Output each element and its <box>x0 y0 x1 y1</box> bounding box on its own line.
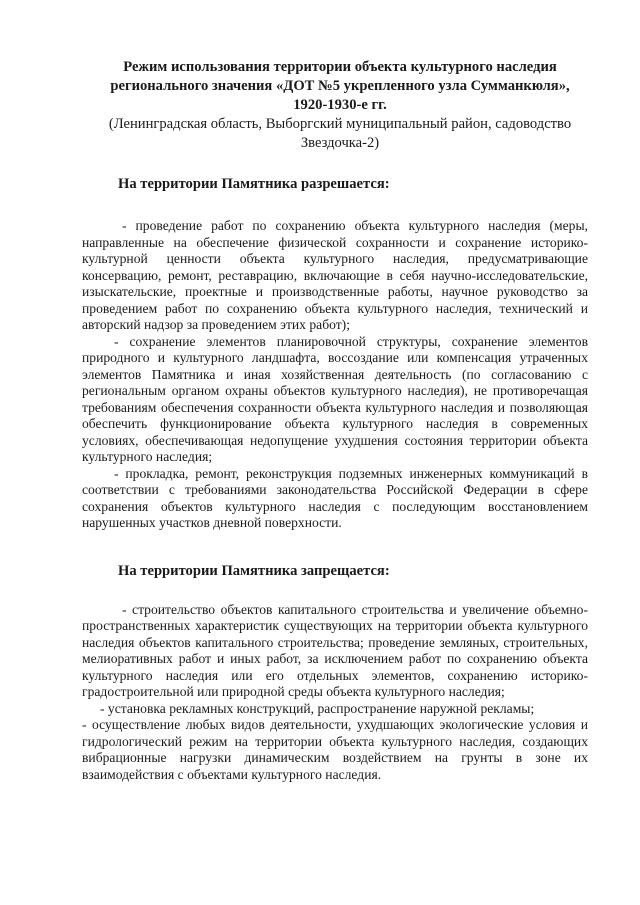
forbidden-list <box>82 602 588 784</box>
forbidden-item: - строительство объектов капитального строительства и увеличение объемно-пространственных характеристик существующих на территории объекта культурного наследия объектов капитального строительства; проведение земляных, строительных, мелиоративных работ и иных работ, за исключением работ по сохранению объекта культурного наследия или его отдельных элементов, сохранению историко-градостроительной или природной среды объекта культурного наследия; <box>82 601 588 699</box>
forbidden-item: - осуществление любых видов деятельности, ухудшающих экологические условия и гидрологический режим на территории объекта культурного наследия, создающих вибрационные нагрузки динамическим воздействием на грунты в зоне их взаимодействия с объектами культурного наследия. <box>82 717 588 782</box>
location-line: Звездочка-2) <box>300 135 380 151</box>
title-line: 1920-1930-е гг. <box>293 97 387 113</box>
forbidden-heading: На территории Памятника запрещается: <box>118 562 390 579</box>
allowed-list <box>82 218 588 532</box>
forbidden-item: - установка рекламных конструкций, распространение наружной рекламы; <box>100 700 535 716</box>
allowed-item: - проведение работ по сохранению объекта культурного наследия (меры, направленные на обеспечение физической сохранности и сохранение историко-культурной ценности объекта культурного наследия, предусматривающие консервацию, ремонт, реставрацию, включающие в себя научно-исследовательские, изыскательские, проектные и производственные работы, научное руководство за проведением работ по сохранению объекта культурного наследия, технический и авторский надзор за проведением этих работ); <box>82 218 588 332</box>
document-location <box>92 115 588 153</box>
location-line: (Ленинградская область, Выборгский муниципальный район, садоводство <box>108 116 572 132</box>
allowed-heading: На территории Памятника разрешается: <box>118 176 390 192</box>
allowed-item: - сохранение элементов планировочной структуры, сохранение элементов природного и культурного ландшафта, воссоздание или компенсация утраченных элементов Памятника и иная хозяйственная деятельность (по согласованию с региональным органом охраны объектов культурного наследия), не противоречащая требованиям обеспечения сохранности объекта культурного наследия и позволяющая обеспечить функционирование объекта культурного наследия в современных условиях, обеспечивающая недопущение ухудшения состояния территории объекта культурного наследия; <box>82 333 588 464</box>
document-title <box>92 58 588 115</box>
allowed-item: - прокладка, ремонт, реконструкция подземных инженерных коммуникаций в соответствии с требованиями законодательства Российской Федерации в сфере сохранения объектов культурного наследия с последующим восстановлением нарушенных участков дневной поверхности. <box>82 465 588 530</box>
title-line: регионального значения «ДОТ №5 укрепленного узла Сумманкюля», <box>110 78 570 94</box>
title-line: Режим использования территории объекта культурного наследия <box>123 59 557 75</box>
